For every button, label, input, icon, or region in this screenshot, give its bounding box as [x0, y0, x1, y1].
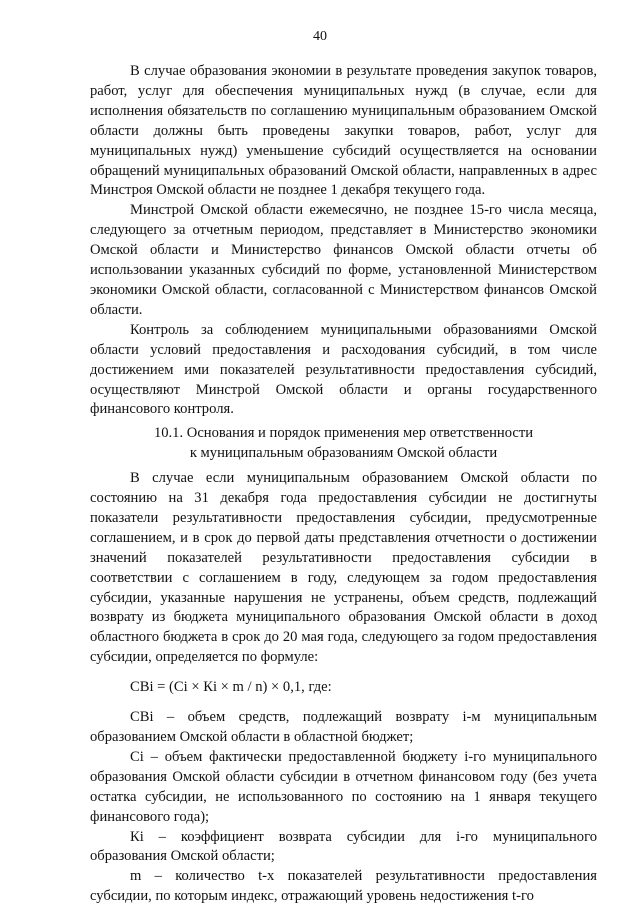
paragraph-control: Контроль за соблюдением муниципальными образованиями Омской области условий предоставления и расходования субсидий, в том числе достижением ими показателей результативности предоставления субсидий, осуществляют Минстрой Омской области и органы государственного финансового контроля. [90, 321, 597, 418]
definition-cvi: СВi – объем средств, подлежащий возврату i-м муниципальным образованием Омской области в областной бюджет; [90, 709, 597, 745]
paragraph-savings: В случае образования экономии в результате проведения закупок товаров, работ, услуг для обеспечения муниципальных нужд (в случае, если для исполнения обязательств по соглашению муниципальным образованием Омской области должны быть проведены закупки товаров, работ, услуг для муниципальных нужд) уменьшение субсидий осуществляется на основании обращений муниципальных образований Омской области, направленных в адрес Минстроя Омской области не позднее 1 декабря текущего года. [90, 63, 597, 199]
section-heading-line-1: 10.1. Основания и порядок применения мер ответственности [153, 425, 534, 442]
definition-ci: Сi – объем фактически предоставленной бюджету i-го муниципального образования Омской области субсидии в отчетном финансовом году (без учета остатка субсидии, не использованного по состоянию на 1 января текущего финансового года); [90, 748, 597, 825]
document-body [90, 62, 597, 907]
paragraph-return-conditions: В случае если муниципальным образованием Омской области по состоянию на 31 декабря года предоставления субсидии не достигнуты показатели результативности предоставления субсидии, предусмотренные соглашением, и в срок до первой даты представления отчетности о достижении значений показателей результативности предоставления субсидии в соответствии с соглашением в году, следующем за годом предоставления субсидии, указанные нарушения не устранены, объем средств, подлежащий возврату из бюджета муниципального образования Омской области в доход областного бюджета в срок до 20 мая года, следующего за годом предоставления субсидии, определяется по формуле: [90, 470, 597, 666]
page-number: 40 [313, 29, 327, 44]
formula: СВi = (Сi × Кi × m / n) × 0,1, где: [130, 679, 332, 696]
section-heading-line-2: к муниципальным образованиям Омской области [189, 445, 498, 462]
definition-m: m – количество t-х показателей результативности предоставления субсидии, по которым индекс, отражающий уровень недостижения t-го [90, 868, 597, 905]
definition-ki: Кi – коэффициент возврата субсидии для i-го муниципального образования Омской области; [90, 828, 597, 865]
paragraph-monthly-reports: Минстрой Омской области ежемесячно, не позднее 15-го числа месяца, следующего за отчетным периодом, представляет в Министерство экономики Омской области и Министерство финансов Омской области отчеты об использовании указанных субсидий по форме, установленной Министерством экономики Омской области, согласованной с Министерством финансов Омской области. [90, 202, 597, 318]
section-heading [90, 424, 597, 464]
